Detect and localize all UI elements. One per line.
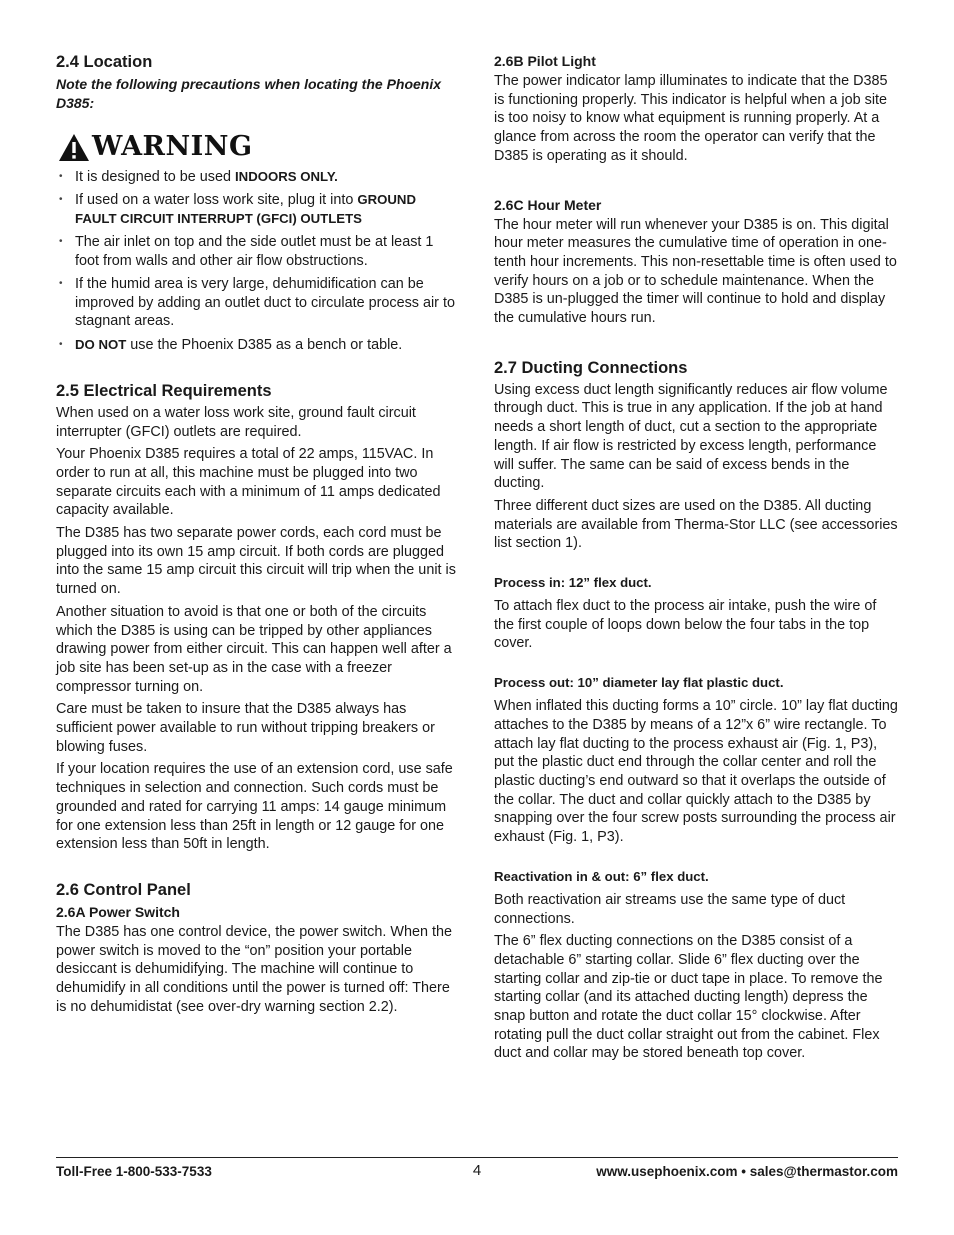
electrical-paragraph: Another situation to avoid is that one or both of the circuits which the D385 is using can be tripped by other appliances drawing power from either circuit. This can happen well after a job site has been set-up as in the case with a freezer compressor turning on. [56, 603, 452, 695]
list-item: • If the humid area is very large, dehumidification can be improved by adding an outlet duct to circulate process air to stagnant areas. [56, 275, 460, 331]
section-2-6b-heading: 2.6B Pilot Light [494, 53, 596, 69]
reactivation-paragraph: The 6” flex ducting connections on the D385 consist of a detachable 6” starting collar. Slide 6” flex ducting over the starting collar and zip-tie or duct tape in place. To remove the starting collar (and its attached ducting length) depress the snap button and rotate the duct collar 15° clockwise. After rotating pull the duct collar straight out from the cabinet. Flex duct and collar may be stored beneath top cover. [494, 933, 883, 1062]
list-item: • The air inlet on top and the side outlet must be at least 1 foot from walls and other air flow obstructions. [56, 233, 460, 270]
footer-contact: www.usephoenix.com • sales@thermastor.com [596, 1164, 898, 1179]
warning-banner [58, 128, 460, 166]
section-2-4-heading: 2.4 Location [56, 53, 153, 71]
section-2-5-heading: 2.5 Electrical Requirements [56, 381, 272, 400]
electrical-paragraph: If your location requires the use of an extension cord, use safe techniques in selection and connection. Such cords must be grounded and rated for carrying 11 amps: 14 gauge minimum for one extension less than 25ft in length or 12 gauge for one extension less than 50ft in length. [56, 761, 453, 853]
left-column [56, 52, 460, 1021]
warning-triangle-icon [58, 133, 90, 162]
section-2-7-heading: 2.7 Ducting Connections [494, 358, 688, 377]
location-precautions-list [56, 168, 460, 354]
section-2-6c-heading: 2.6C Hour Meter [494, 196, 602, 213]
process-out-heading: Process out: 10” diameter lay flat plastic duct. [494, 675, 784, 691]
ducting-paragraph: Using excess duct length significantly reduces air flow volume through duct. This is true in any application. If the job at hand needs a short length of duct, cut a section to the appropriate length. If air flow is restricted by excess length, performance will suffer. The same can be said of excess bends in the ducting. [494, 381, 888, 492]
reactivation-paragraph: Both reactivation air streams use the same type of duct connections. [494, 891, 846, 927]
ducting-paragraph: Three different duct sizes are used on the D385. All ducting materials are available from Therma-Stor LLC (see accessories list section 1). [494, 497, 898, 552]
process-in-paragraph: To attach flex duct to the process air intake, push the wire of the first couple of loops down below the four tabs in the top cover. [494, 598, 877, 652]
page-number: 4 [472, 1162, 482, 1179]
section-2-6-heading: 2.6 Control Panel [56, 881, 191, 899]
electrical-paragraph: The D385 has two separate power cords, each cord must be plugged into its own 15 amp circuit. If both cords are plugged into the same 15 amp circuit this circuit will trip when the unit is turned on. [56, 525, 456, 598]
right-column [494, 52, 900, 1067]
location-note: Note the following precautions when locating the Phoenix D385: [56, 76, 442, 111]
pilot-paragraph: The power indicator lamp illuminates to indicate that the D385 is functioning properly. This indicator is helpful when a job site is too noisy to know what equipment is running properly. At a glance from across the room the operator can verify that the D385 is operating as it should. [494, 73, 888, 164]
electrical-paragraph: Your Phoenix D385 requires a total of 22 amps, 115VAC. In order to run at all, this machine must be plugged into two separate circuits each with a minimum of 11 amps dedicated capacity available. [56, 446, 441, 519]
control-paragraph: The D385 has one control device, the power switch. When the power switch is moved to the “on” position your portable desiccant is dehumidifying. The machine will continue to dehumidify in all conditions until the power is turned off: There is no dehumidistat (see over-dry warning section 2.2). [56, 924, 452, 1015]
electrical-paragraph: Care must be taken to insure that the D385 always has sufficient power available to run without tripping breakers or blowing fuses. [56, 701, 435, 755]
footer-phone: Toll-Free 1-800-533-7533 [56, 1164, 212, 1179]
process-out-paragraph: When inflated this ducting forms a 10” circle. 10” lay flat ducting attaches to the D385 by means of a 12”x 6” wire rectangle. To attach lay flat ducting to the process exhaust air (Fig. 1, P3), put the plastic duct end through the collar center and roll the plastic ducting’s end outward so that it overlaps the outside of the collar. The duct and collar quickly attach to the D385 by snapping over the four screw posts surrounding the process air exhaust (Fig. 1, P3). [494, 698, 898, 846]
electrical-paragraph: When used on a water loss work site, ground fault circuit interrupter (GFCI) outlets are required. [56, 404, 416, 440]
section-2-6a-heading: 2.6A Power Switch [56, 904, 180, 920]
warning-label: WARNING [92, 131, 253, 162]
footer-divider [56, 1157, 898, 1158]
process-in-heading: Process in: 12” flex duct. [494, 575, 652, 591]
reactivation-heading: Reactivation in & out: 6” flex duct. [494, 868, 709, 884]
hour-paragraph: The hour meter will run whenever your D385 is on. This digital hour meter measures the cumulative time of operation in one-tenth hour increments. This non-resettable time is often used to verify hours on a job or to schedule maintenance. When the D385 is un-plugged the timer will continue to hold and display the cumulative hours run. [494, 216, 897, 327]
list-item: • If used on a water loss work site, plug it into GROUND FAULT CIRCUIT INTERRUPT (GFCI) OUTLETS [56, 191, 460, 228]
list-item: • It is designed to be used INDOORS ONLY. [56, 168, 460, 187]
list-item: • DO NOT use the Phoenix D385 as a bench or table. [56, 336, 460, 355]
